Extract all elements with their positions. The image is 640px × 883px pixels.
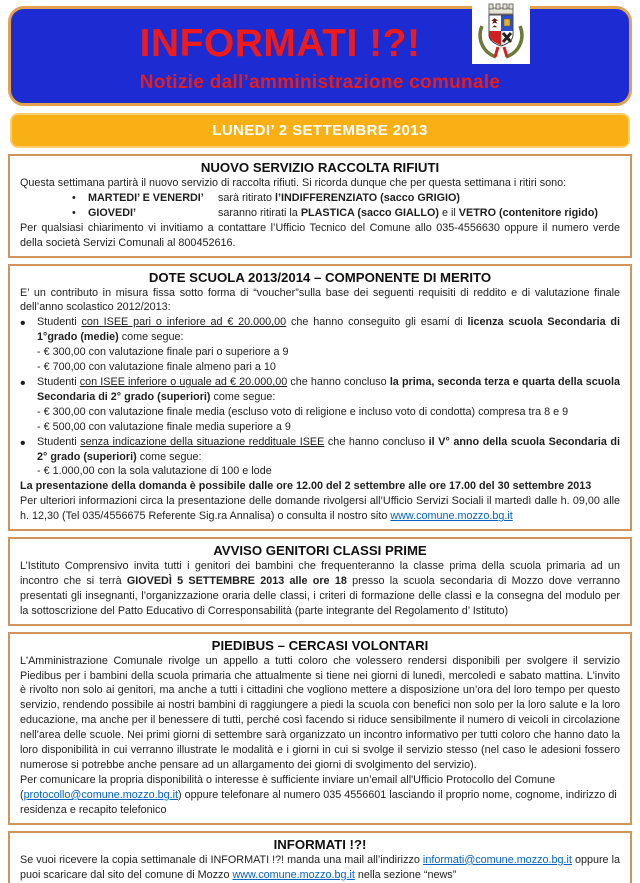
requirement-bullet	[20, 375, 620, 435]
text-span: GIOVEDÌ 5 SETTEMBRE 2013 alle ore 18	[126, 574, 347, 587]
deadline-line: La presentazione della domanda è possibile dalle ore 12.00 del 2 settembre alle ore 17.00 del 30 settembre 2013	[20, 480, 592, 493]
text-span: l’INDIFFERENZIATO (sacco GRIGIO)	[275, 191, 460, 204]
text-span: come segue:	[210, 390, 276, 403]
coat-of-arms-icon	[474, 2, 528, 62]
text-span: licenza scuola Secondaria di 1°grado (medie)	[37, 316, 620, 344]
amount-line: - € 700,00 con valutazione finale almeno pari a 10	[37, 361, 276, 374]
pickup-description	[218, 191, 620, 206]
date-banner: LUNEDI’ 2 SETTEMBRE 2013	[10, 113, 630, 148]
pickup-day: GIOVEDI’	[88, 206, 136, 219]
bullet-marker: •	[20, 315, 26, 333]
text-span: Studenti	[37, 375, 80, 388]
amount-line: - € 1.000,00 con la sola valutazione di 100 e lode	[37, 465, 272, 478]
text-span: come segue:	[118, 331, 184, 344]
text-span: L’Istituto Comprensivo invita tutti i genitori dei bambini che frequenteranno la classe prima della scuola primaria ad un incontro che si terrà	[20, 560, 620, 587]
bullet-marker: •	[72, 191, 76, 204]
text-span: VETRO (contenitore rigido)	[458, 206, 598, 219]
bullet-content	[37, 435, 620, 480]
newsletter-subtitle: Notizie dall’amministrazione comunale	[139, 72, 501, 93]
text-span: che hanno conseguito gli esami di	[286, 316, 468, 329]
section-body	[20, 559, 620, 619]
section-title: PIEDIBUS – CERCASI VOLONTARI	[211, 637, 429, 653]
text-span: e il	[438, 206, 459, 219]
section-title: DOTE SCUOLA 2013/2014 – COMPONENTE DI MERITO	[148, 269, 492, 285]
text-span: con ISEE inferiore o uguale ad € 20.000,00	[79, 375, 288, 388]
text-span: nella sezione “news”	[354, 868, 457, 881]
link-protocollo-email[interactable]: protocollo@comune.mozzo.bg.it	[23, 788, 179, 801]
text-span: presso la scuola secondaria di Mozzo dove verranno presentati gli insegnanti, l’organizzazione oraria delle classi, i criteri di formazione delle classi e la consegna del modulo per la sottoscrizione del Patto Educativo di Corresponsabilità (parte integrante del Regolamento d’ Istituto)	[20, 574, 620, 617]
text-span: con ISEE pari o inferiore ad € 20.000,00	[81, 316, 287, 329]
bullet-lead	[37, 315, 620, 345]
text-span: Studenti	[37, 316, 82, 329]
section-body: L'Amministrazione Comunale rivolge un appello a tutti coloro che volessero rendersi disponibili per svolgere il servizio Piedibus per i bambini della scuola primaria che attualmente si tiene nei giorni di lunedì, mercoledì e sabato mattina. L'invito è rivolto non solo ai genitori, ma anche a tutti i cittadini che vogliono mettere a disposizione un’ora del loro tempo per questo servizio, rendendo possibile ai nostri bambini di raggiungere a piedi la scuola con benefici non solo per la loro salute e la loro educazione, ma anche per il benessere di tutti, perché così facendo si riduce sensibilmente il numero di veicoli in circolazione nell'area delle scuole. Nei primi giorni di settembre sarà organizzato un incontro informativo per tutti coloro che hanno dato la loro disponibilità in cui verranno illustrate le modalità e i giorni in cui si svolge il servizio stesso (nel caso le adesioni fossero numerose si potrebbe anche pensare ad un allargamento dei giorni di svolgimento del servizio).	[20, 654, 620, 771]
pickup-description	[218, 206, 620, 221]
section-avviso-genitori	[8, 537, 632, 626]
text-span: come segue:	[136, 450, 202, 463]
pickup-day: MARTEDI’ E VENERDI’	[88, 191, 204, 204]
section-intro: Questa settimana partirà il nuovo servizio di raccolta rifiuti. Si ricorda dunque che per questa settimana i ritiri sono:	[20, 177, 567, 189]
section-title: INFORMATI !?!	[273, 836, 367, 852]
section-intro: E’ un contributo in misura fissa sotto forma di “voucher”sulla base dei seguenti requisiti di reddito e di valutazione finale dell’anno scolastico 2012/2013:	[20, 286, 620, 314]
bullet-lead	[37, 435, 620, 465]
link-comune-website[interactable]: www.comune.mozzo.bg.it	[390, 510, 513, 523]
bullet-marker: •	[20, 434, 26, 452]
text-span: Per ulteriori informazioni circa la presentazione delle domande rivolgersi all’Ufficio Servizi Sociali il martedì dalle h. 09,00 alle h. 12,30 (Tel 035/4556675 Referente Sig.ra Annalisa) o consulta il nostro sito	[20, 495, 620, 523]
section-informati-subscribe	[8, 831, 632, 883]
contact-paragraph	[20, 773, 620, 818]
bullet-marker: •	[72, 206, 76, 219]
text-span: la prima, seconda terza e quarta della scuola Secondaria di 2° grado (superiori)	[37, 375, 620, 403]
text-span: sarà ritirato	[218, 191, 275, 204]
pickup-day-row	[20, 191, 620, 206]
amount-line: - € 300,00 con valutazione finale pari o superiore a 9	[37, 346, 289, 359]
text-span: ) oppure telefonare al numero 035 4556601 lasciando il proprio nome, cognome, indirizzo di residenza e recapito telefonico	[20, 788, 617, 816]
text-span: che hanno concluso	[324, 435, 429, 448]
requirement-bullet	[20, 315, 620, 375]
text-span: Studenti	[37, 435, 81, 448]
pickup-day-row	[20, 206, 620, 221]
section-raccolta-rifiuti	[8, 154, 632, 258]
text-span: il V° anno della scuola Secondaria di 2° grado (superiori)	[37, 435, 621, 463]
section-piedibus	[8, 632, 632, 825]
text-span: saranno ritirati la	[218, 206, 301, 219]
link-informati-email[interactable]: informati@comune.mozzo.bg.it	[422, 853, 572, 866]
amount-line: - € 500,00 con valutazione finale media superiore a 9	[37, 420, 291, 433]
link-comune-website-2[interactable]: www.comune.mozzo.bg.it	[232, 868, 355, 881]
text-span: Per comunicare la propria disponibilità o interesse è sufficiente inviare un’email all'Ufficio Protocollo del Comune (	[20, 773, 556, 801]
bullet-lead	[37, 375, 620, 405]
text-span: PLASTICA (sacco GIALLO)	[300, 206, 439, 219]
section-outro: Per qualsiasi chiarimento vi invitiamo a contattare l’Ufficio Tecnico del Comune allo 035-4556630 oppure il numero verde della società Servizi Comunali al 800452616.	[20, 221, 620, 249]
requirement-bullet	[20, 435, 620, 480]
text-span: senza indicazione della situazione reddituale ISEE	[80, 435, 325, 448]
bullet-marker: •	[20, 374, 26, 392]
bullet-content	[37, 315, 620, 375]
text-span: che hanno concluso	[287, 375, 390, 388]
text-span: oppure la puoi scaricare dal sito del comune di Mozzo	[20, 853, 620, 881]
bullet-content	[37, 375, 620, 435]
section-body	[20, 853, 620, 883]
amount-line: - € 300,00 con valutazione finale media (escluso voto di religione e incluso voto di condotta) compresa tra 8 e 9	[37, 405, 569, 418]
section-title: AVVISO GENITORI CLASSI PRIME	[213, 543, 427, 559]
section-title: NUOVO SERVIZIO RACCOLTA RIFIUTI	[200, 160, 440, 175]
newsletter-masthead	[8, 6, 632, 106]
newsletter-title: INFORMATI !?!	[139, 22, 421, 65]
municipal-coat-of-arms	[472, 0, 530, 64]
section-outro	[20, 494, 620, 524]
section-dote-scuola	[8, 264, 632, 532]
text-span: Se vuoi ricevere la copia settimanale di INFORMATI !?! manda una mail all’indirizzo	[20, 853, 423, 866]
